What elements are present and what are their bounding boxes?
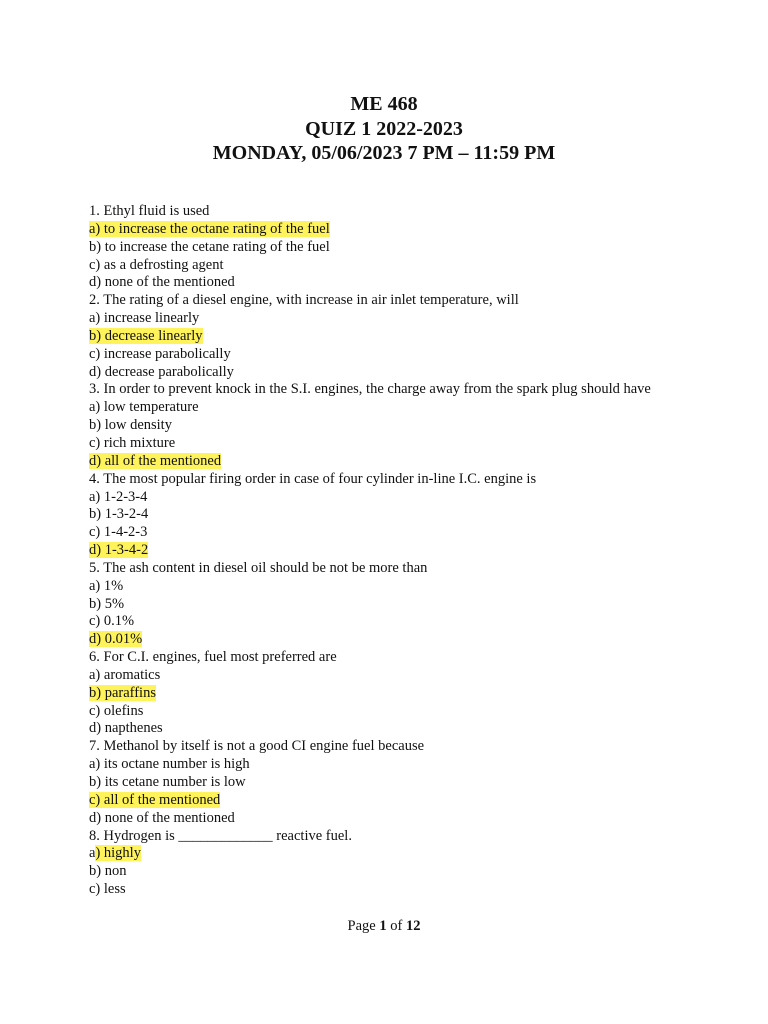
question-line [89,381,749,399]
answer-option [89,703,749,721]
quiz-header [0,92,768,166]
option-text: a) its octane number is high [89,756,250,773]
question-text: 4. The most popular firing order in case of four cylinder in-line I.C. engine is [89,470,537,487]
page-total: 12 [405,918,421,934]
answer-option [89,613,749,631]
option-text: a) low temperature [89,399,199,416]
answer-option [89,310,749,328]
answer-option [89,881,749,899]
page-word: Page [347,918,376,934]
highlighted-answer: d) 0.01% [89,631,143,648]
answer-option [89,453,749,471]
page-number: 1 [379,918,387,934]
question-text: 5. The ash content in diesel oil should be not be more than [89,559,428,576]
option-text: b) its cetane number is low [89,774,246,790]
page-footer [0,918,768,935]
answer-option [89,435,749,453]
answer-option [89,489,749,507]
answer-option [89,328,749,346]
answer-option [89,596,749,614]
question-text: 7. Methanol by itself is not a good CI engine fuel because [89,738,425,755]
question-text: 2. The rating of a diesel engine, with increase in air inlet temperature, will [89,292,519,309]
answer-option [89,274,749,292]
question-line [89,560,749,578]
answer-option [89,756,749,774]
answer-option [89,346,749,364]
option-text: c) rich mixture [89,434,176,451]
question-text: 1. Ethyl fluid is used [89,203,210,219]
highlighted-answer: d) all of the mentioned [89,452,222,469]
question-text: 3. In order to prevent knock in the S.I. engines, the charge away from the spark plug should have [89,381,651,398]
question-line [89,292,749,310]
option-text: a) 1-2-3-4 [89,488,148,505]
quiz-title: QUIZ 1 2022-2023 [305,117,463,140]
answer-option [89,364,749,382]
answer-option [89,720,749,738]
highlighted-answer: a) to increase the octane rating of the fuel [89,220,330,237]
question-text: 8. Hydrogen is _____________ reactive fuel. [89,827,352,844]
of-word: of [390,918,403,934]
option-text: b) non [89,863,127,880]
answer-option [89,863,749,881]
answer-option [89,399,749,417]
option-text: a) 1% [89,577,124,594]
option-text: b) low density [89,417,172,434]
option-text: c) 1-4-2-3 [89,524,148,541]
option-text: d) napthenes [89,720,163,737]
highlighted-answer: c) all of the mentioned [89,791,221,808]
quiz-questions [89,203,749,899]
highlighted-answer: b) paraffins [89,684,156,701]
option-text: a) increase linearly [89,310,200,327]
answer-option [89,578,749,596]
course-code: ME 468 [350,93,418,115]
option-text: c) as a defrosting agent [89,256,224,273]
answer-option [89,810,749,828]
option-text: b) 5% [89,595,125,612]
highlighted-answer: d) 1-3-4-2 [89,542,149,559]
answer-option [89,667,749,685]
answer-option [89,524,749,542]
answer-option [89,417,749,435]
answer-option [89,542,749,560]
question-text: 6. For C.I. engines, fuel most preferred are [89,649,337,666]
option-text: c) less [89,881,126,898]
question-line [89,649,749,667]
answer-option [89,631,749,649]
answer-letter: a [89,845,96,862]
highlighted-answer: b) decrease linearly [89,327,203,344]
question-line [89,471,749,489]
option-text: a) aromatics [89,666,161,683]
answer-option [89,845,749,863]
answer-option [89,774,749,792]
answer-option [89,221,749,239]
question-line [89,203,749,221]
option-text: d) decrease parabolically [89,363,234,380]
answer-option [89,239,749,257]
answer-option [89,685,749,703]
option-text: d) none of the mentioned [89,274,235,291]
quiz-date: MONDAY, 05/06/2023 7 PM – 11:59 PM [212,142,556,164]
answer-option [89,792,749,810]
question-line [89,738,749,756]
option-text: b) 1-3-2-4 [89,506,149,523]
option-text: c) olefins [89,702,144,719]
question-line [89,828,749,846]
highlighted-answer: ) highly [95,845,141,862]
answer-option [89,506,749,524]
option-text: d) none of the mentioned [89,809,235,826]
option-text: b) to increase the cetane rating of the fuel [89,238,330,255]
answer-option [89,257,749,275]
option-text: c) increase parabolically [89,345,231,362]
option-text: c) 0.1% [89,613,135,630]
